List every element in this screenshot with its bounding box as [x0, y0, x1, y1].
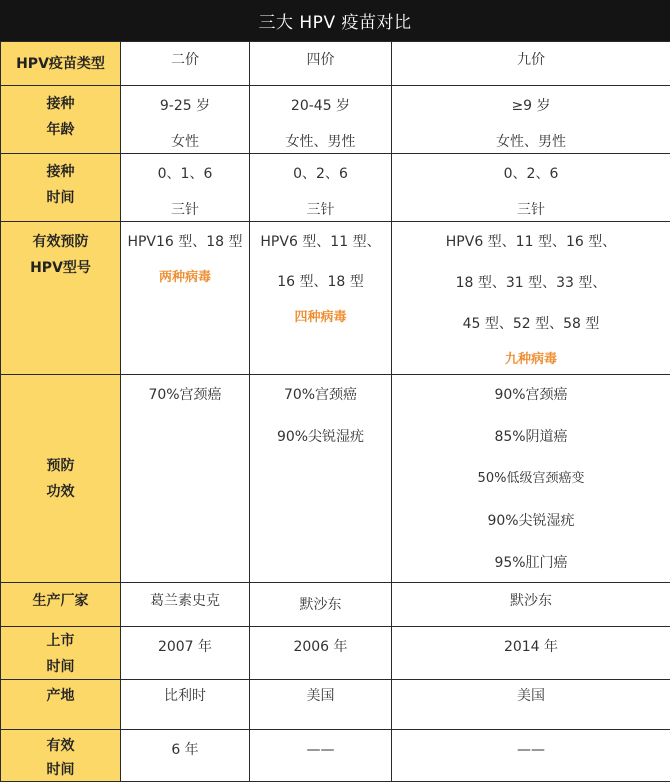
comparison-table — [0, 41, 670, 782]
row-validity — [1, 730, 670, 782]
col-header-bivalent: 二价 — [121, 42, 250, 86]
cell-efficacy-bivalent: 70%宫颈癌 — [121, 375, 250, 583]
row-label-age: 接种 年龄 — [1, 86, 121, 154]
cell-origin-nonavalent: 美国 — [392, 680, 670, 730]
cell-validity-nonavalent: —— — [392, 730, 670, 782]
col-header-nonavalent: 九价 — [392, 42, 670, 86]
row-efficacy — [1, 375, 670, 583]
row-hpv-types — [1, 222, 670, 375]
row-label-maker: 生产厂家 — [1, 583, 121, 627]
cell-launch-quadrivalent: 2006 年 — [250, 627, 392, 680]
cell-origin-bivalent: 比利时 — [121, 680, 250, 730]
cell-validity-quadrivalent: —— — [250, 730, 392, 782]
cell-types-bivalent: HPV16 型、18 型 两种病毒 — [121, 222, 250, 375]
page-title: 三大 HPV 疫苗对比 — [0, 0, 670, 41]
row-label-hpv-types: 有效预防 HPV型号 — [1, 222, 121, 375]
col-header-quadrivalent: 四价 — [250, 42, 392, 86]
cell-schedule-bivalent: 0、1、6 三针 — [121, 154, 250, 222]
cell-types-nonavalent: HPV6 型、11 型、16 型、 18 型、31 型、33 型、 45 型、52 型、58 型 九种病毒 — [392, 222, 670, 375]
cell-validity-bivalent: 6 年 — [121, 730, 250, 782]
cell-launch-nonavalent: 2014 年 — [392, 627, 670, 680]
row-label-launch: 上市 时间 — [1, 627, 121, 680]
row-origin — [1, 680, 670, 730]
highlight-four-viruses: 四种病毒 — [250, 308, 391, 328]
cell-maker-quadrivalent: 默沙东 — [250, 583, 392, 627]
cell-efficacy-nonavalent: 90%宫颈癌 85%阴道癌 50%低级宫颈癌变 90%尖锐湿疣 95%肛门癌 — [392, 375, 670, 583]
row-label-origin: 产地 — [1, 680, 121, 730]
cell-schedule-nonavalent: 0、2、6 三针 — [392, 154, 670, 222]
cell-maker-bivalent: 葛兰素史克 — [121, 583, 250, 627]
row-label-schedule: 接种 时间 — [1, 154, 121, 222]
cell-age-quadrivalent: 20-45 岁 女性、男性 — [250, 86, 392, 154]
cell-launch-bivalent: 2007 年 — [121, 627, 250, 680]
row-schedule — [1, 154, 670, 222]
cell-origin-quadrivalent: 美国 — [250, 680, 392, 730]
header-label: HPV疫苗类型 — [1, 42, 121, 86]
highlight-two-viruses: 两种病毒 — [121, 268, 249, 288]
cell-types-quadrivalent: HPV6 型、11 型、 16 型、18 型 四种病毒 — [250, 222, 392, 375]
cell-efficacy-quadrivalent: 70%宫颈癌 90%尖锐湿疣 — [250, 375, 392, 583]
cell-maker-nonavalent: 默沙东 — [392, 583, 670, 627]
row-launch — [1, 627, 670, 680]
cell-age-nonavalent: ≥9 岁 女性、男性 — [392, 86, 670, 154]
cell-age-bivalent: 9-25 岁 女性 — [121, 86, 250, 154]
header-row — [1, 42, 670, 86]
highlight-nine-viruses: 九种病毒 — [392, 350, 670, 370]
row-age — [1, 86, 670, 154]
row-label-validity: 有效 时间 — [1, 730, 121, 782]
row-maker — [1, 583, 670, 627]
row-label-efficacy: 预防 功效 — [1, 375, 121, 583]
cell-schedule-quadrivalent: 0、2、6 三针 — [250, 154, 392, 222]
